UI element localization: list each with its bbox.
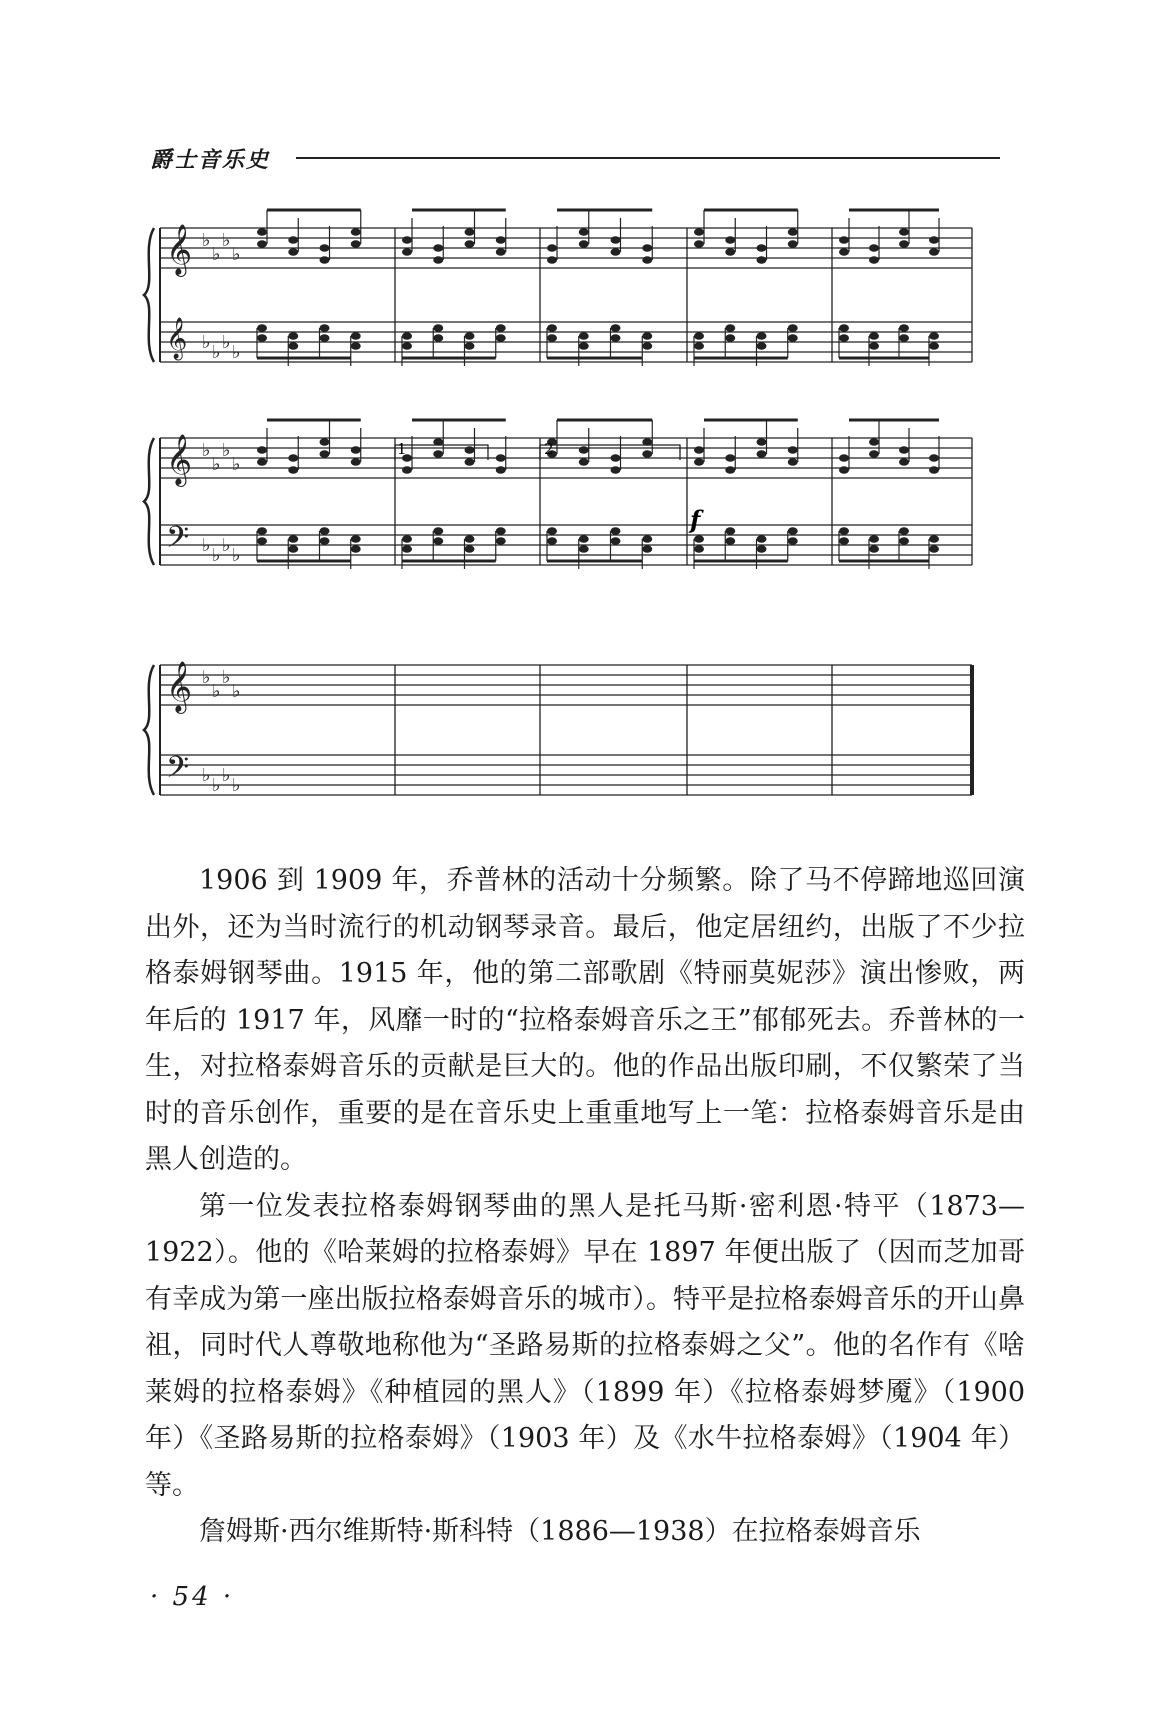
flat-icon: ♭ [222, 667, 231, 688]
note-head [402, 236, 412, 244]
note-head [320, 438, 330, 446]
note-head [869, 535, 879, 543]
note-head [725, 236, 735, 244]
note-head [579, 545, 589, 553]
note-head [579, 342, 589, 350]
note-head [579, 332, 589, 340]
note-head [929, 466, 939, 474]
paragraph-2: 第一位发表拉格泰姆钢琴曲的黑人是托马斯·密利恩·特平（1873—1922）。他的《哈莱姆的拉格泰姆》早在 1897 年便出版了（因而芝加哥有幸成为第一座出版拉格泰姆音乐的城市）。特平是拉格泰姆音乐的开山鼻祖，同时代人尊敬地称他为“圣路易斯的拉格泰姆之父”。他的名作有《啥莱姆的拉格泰姆》《种植园的黑人》（1899 年）《拉格泰姆梦魇》（1900 年）《圣路易斯的拉格泰姆》（1903 年）及《水牛拉格泰姆》（1904 年）等。 [145, 1190, 1025, 1501]
note-head [642, 438, 652, 446]
note-head [869, 545, 879, 553]
note-head [725, 454, 735, 462]
bass-clef-icon: 𝄢 [166, 751, 190, 792]
note-head [288, 545, 298, 553]
note-head [611, 236, 621, 244]
note-head [465, 342, 475, 350]
note-head [869, 332, 879, 340]
score-notes [166, 210, 939, 796]
note-head [869, 244, 879, 252]
note-head [899, 537, 909, 545]
note-head [725, 324, 735, 332]
note-head [788, 324, 798, 332]
note-head [839, 324, 849, 332]
note-head [611, 248, 621, 256]
note-head [320, 537, 330, 545]
note-head [496, 537, 506, 545]
running-header-title: 爵士音乐史 [150, 146, 271, 173]
note-head [929, 535, 939, 543]
note-head [694, 332, 704, 340]
note-head [351, 240, 361, 248]
note-head [547, 256, 557, 264]
note-head [694, 342, 704, 350]
note-head [788, 240, 798, 248]
note-head [288, 236, 298, 244]
note-head [257, 527, 267, 535]
note-head [694, 545, 704, 553]
note-head [320, 450, 330, 458]
brace [144, 228, 154, 362]
note-head [839, 236, 849, 244]
note-head [288, 332, 298, 340]
note-head [579, 446, 589, 454]
note-head [433, 256, 443, 264]
flat-icon: ♭ [232, 244, 241, 265]
note-head [839, 466, 849, 474]
note-head [257, 458, 267, 466]
note-head [496, 236, 506, 244]
page-number: · 54 · [150, 1582, 235, 1612]
note-head [725, 248, 735, 256]
note-head [257, 537, 267, 545]
note-head [547, 324, 557, 332]
note-head [929, 342, 939, 350]
body-text [145, 858, 1025, 1556]
note-head [611, 324, 621, 332]
flat-icon: ♭ [232, 342, 241, 363]
note-head [320, 324, 330, 332]
note-head [320, 256, 330, 264]
note-head [402, 535, 412, 543]
flat-icon: ♭ [202, 765, 211, 786]
paragraph-1: 1906 到 1909 年，乔普林的活动十分频繁。除了马不停蹄地巡回演出外，还为当时流行的机动钢琴录音。最后，他定居纽约，出版了不少拉格泰姆钢琴曲。1915 年，他的第二部歌剧《特丽莫妮莎》演出惨败，两年后的 1917 年，风靡一时的“拉格泰姆音乐之王”郁郁死去。乔普林的一生，对拉格泰姆音乐的贡献是巨大的。他的作品出版印刷，不仅繁荣了当时的音乐创作，重要的是在音乐史上重重地写上一笔：拉格泰姆音乐是由黑人创造的。 [145, 865, 1025, 1175]
note-head [351, 228, 361, 236]
note-head [465, 332, 475, 340]
ending-label-first: 1 [397, 440, 407, 458]
note-head [929, 332, 939, 340]
note-head [465, 545, 475, 553]
note-head [433, 244, 443, 252]
flat-icon: ♭ [212, 342, 221, 363]
flat-icon: ♭ [222, 765, 231, 786]
note-head [402, 466, 412, 474]
brace [144, 438, 154, 565]
note-head [465, 240, 475, 248]
note-head [899, 446, 909, 454]
note-head [899, 334, 909, 342]
note-head [757, 545, 767, 553]
flat-icon: ♭ [212, 454, 221, 475]
note-head [694, 535, 704, 543]
flat-icon: ♭ [232, 454, 241, 475]
note-head [257, 240, 267, 248]
note-head [579, 240, 589, 248]
treble-clef-icon: 𝄞 [166, 318, 188, 359]
note-head [694, 446, 704, 454]
note-head [899, 458, 909, 466]
note-head [788, 446, 798, 454]
note-head [433, 324, 443, 332]
note-head [869, 450, 879, 458]
note-head [899, 240, 909, 248]
flat-icon: ♭ [222, 535, 231, 556]
note-head [351, 446, 361, 454]
note-head [839, 527, 849, 535]
note-head [694, 458, 704, 466]
treble-clef-icon: 𝄞 [166, 661, 193, 712]
treble-clef-icon: 𝄞 [166, 434, 193, 485]
note-head [839, 537, 849, 545]
note-head [642, 545, 652, 553]
note-head [496, 324, 506, 332]
note-head [725, 537, 735, 545]
note-head [351, 458, 361, 466]
note-head [547, 334, 557, 342]
note-head [611, 537, 621, 545]
bass-clef-icon: 𝄢 [166, 521, 190, 562]
note-head [351, 342, 361, 350]
note-head [402, 332, 412, 340]
note-head [579, 228, 589, 236]
note-head [288, 342, 298, 350]
flat-icon: ♭ [212, 545, 221, 566]
note-head [496, 466, 506, 474]
note-head [788, 458, 798, 466]
note-head [433, 527, 443, 535]
flat-icon: ♭ [232, 681, 241, 702]
note-head [465, 535, 475, 543]
note-head [642, 244, 652, 252]
flat-icon: ♭ [202, 440, 211, 461]
flat-icon: ♭ [212, 681, 221, 702]
note-head [579, 535, 589, 543]
note-head [611, 466, 621, 474]
note-head [351, 535, 361, 543]
note-head [788, 527, 798, 535]
note-head [899, 228, 909, 236]
flat-icon: ♭ [212, 244, 221, 265]
note-head [869, 342, 879, 350]
note-head [288, 248, 298, 256]
note-head [929, 236, 939, 244]
note-head [839, 334, 849, 342]
note-head [788, 228, 798, 236]
note-head [725, 527, 735, 535]
note-head [899, 324, 909, 332]
flat-icon: ♭ [202, 535, 211, 556]
note-head [694, 240, 704, 248]
note-head [433, 450, 443, 458]
note-head [579, 458, 589, 466]
note-head [899, 527, 909, 535]
note-head [757, 244, 767, 252]
note-head [433, 438, 443, 446]
note-head [757, 535, 767, 543]
flat-icon: ♭ [222, 332, 231, 353]
note-head [465, 458, 475, 466]
note-head [402, 248, 412, 256]
note-head [725, 466, 735, 474]
note-head [788, 537, 798, 545]
staff-lines [144, 228, 972, 795]
music-score [0, 0, 1174, 830]
note-head [433, 334, 443, 342]
note-head [757, 438, 767, 446]
note-head [929, 545, 939, 553]
note-head [351, 332, 361, 340]
note-head [320, 244, 330, 252]
flat-icon: ♭ [202, 332, 211, 353]
note-head [929, 454, 939, 462]
note-head [320, 527, 330, 535]
flat-icon: ♭ [222, 440, 231, 461]
note-head [642, 450, 652, 458]
note-head [465, 446, 475, 454]
note-head [869, 438, 879, 446]
note-head [257, 228, 267, 236]
note-head [257, 324, 267, 332]
note-head [725, 334, 735, 342]
note-head [757, 342, 767, 350]
note-head [433, 537, 443, 545]
note-head [257, 334, 267, 342]
flat-icon: ♭ [202, 230, 211, 251]
note-head [839, 248, 849, 256]
note-head [869, 256, 879, 264]
brace [144, 665, 154, 795]
note-head [320, 334, 330, 342]
note-head [257, 446, 267, 454]
note-head [642, 332, 652, 340]
note-head [288, 466, 298, 474]
note-head [611, 527, 621, 535]
note-head [694, 228, 704, 236]
note-head [547, 537, 557, 545]
note-head [611, 334, 621, 342]
dynamic-forte: f [690, 505, 701, 534]
ending-label-second: 2 [544, 440, 554, 458]
note-head [642, 342, 652, 350]
flat-icon: ♭ [212, 775, 221, 796]
treble-clef-icon: 𝄞 [166, 224, 193, 275]
note-head [496, 248, 506, 256]
note-head [611, 454, 621, 462]
note-head [757, 332, 767, 340]
note-head [788, 334, 798, 342]
note-head [402, 342, 412, 350]
note-head [642, 535, 652, 543]
flat-icon: ♭ [232, 775, 241, 796]
note-head [496, 334, 506, 342]
note-head [288, 535, 298, 543]
note-head [402, 545, 412, 553]
note-head [465, 228, 475, 236]
note-head [757, 256, 767, 264]
note-head [496, 454, 506, 462]
note-head [839, 454, 849, 462]
note-head [757, 450, 767, 458]
paragraph-3: 詹姆斯·西尔维斯特·斯科特（1886—1938）在拉格泰姆音乐 [199, 1516, 921, 1547]
note-head [642, 256, 652, 264]
note-head [496, 527, 506, 535]
note-head [351, 545, 361, 553]
note-head [288, 454, 298, 462]
flat-icon: ♭ [202, 667, 211, 688]
note-head [929, 248, 939, 256]
flat-icon: ♭ [222, 230, 231, 251]
note-head [547, 244, 557, 252]
flat-icon: ♭ [232, 545, 241, 566]
note-head [547, 527, 557, 535]
